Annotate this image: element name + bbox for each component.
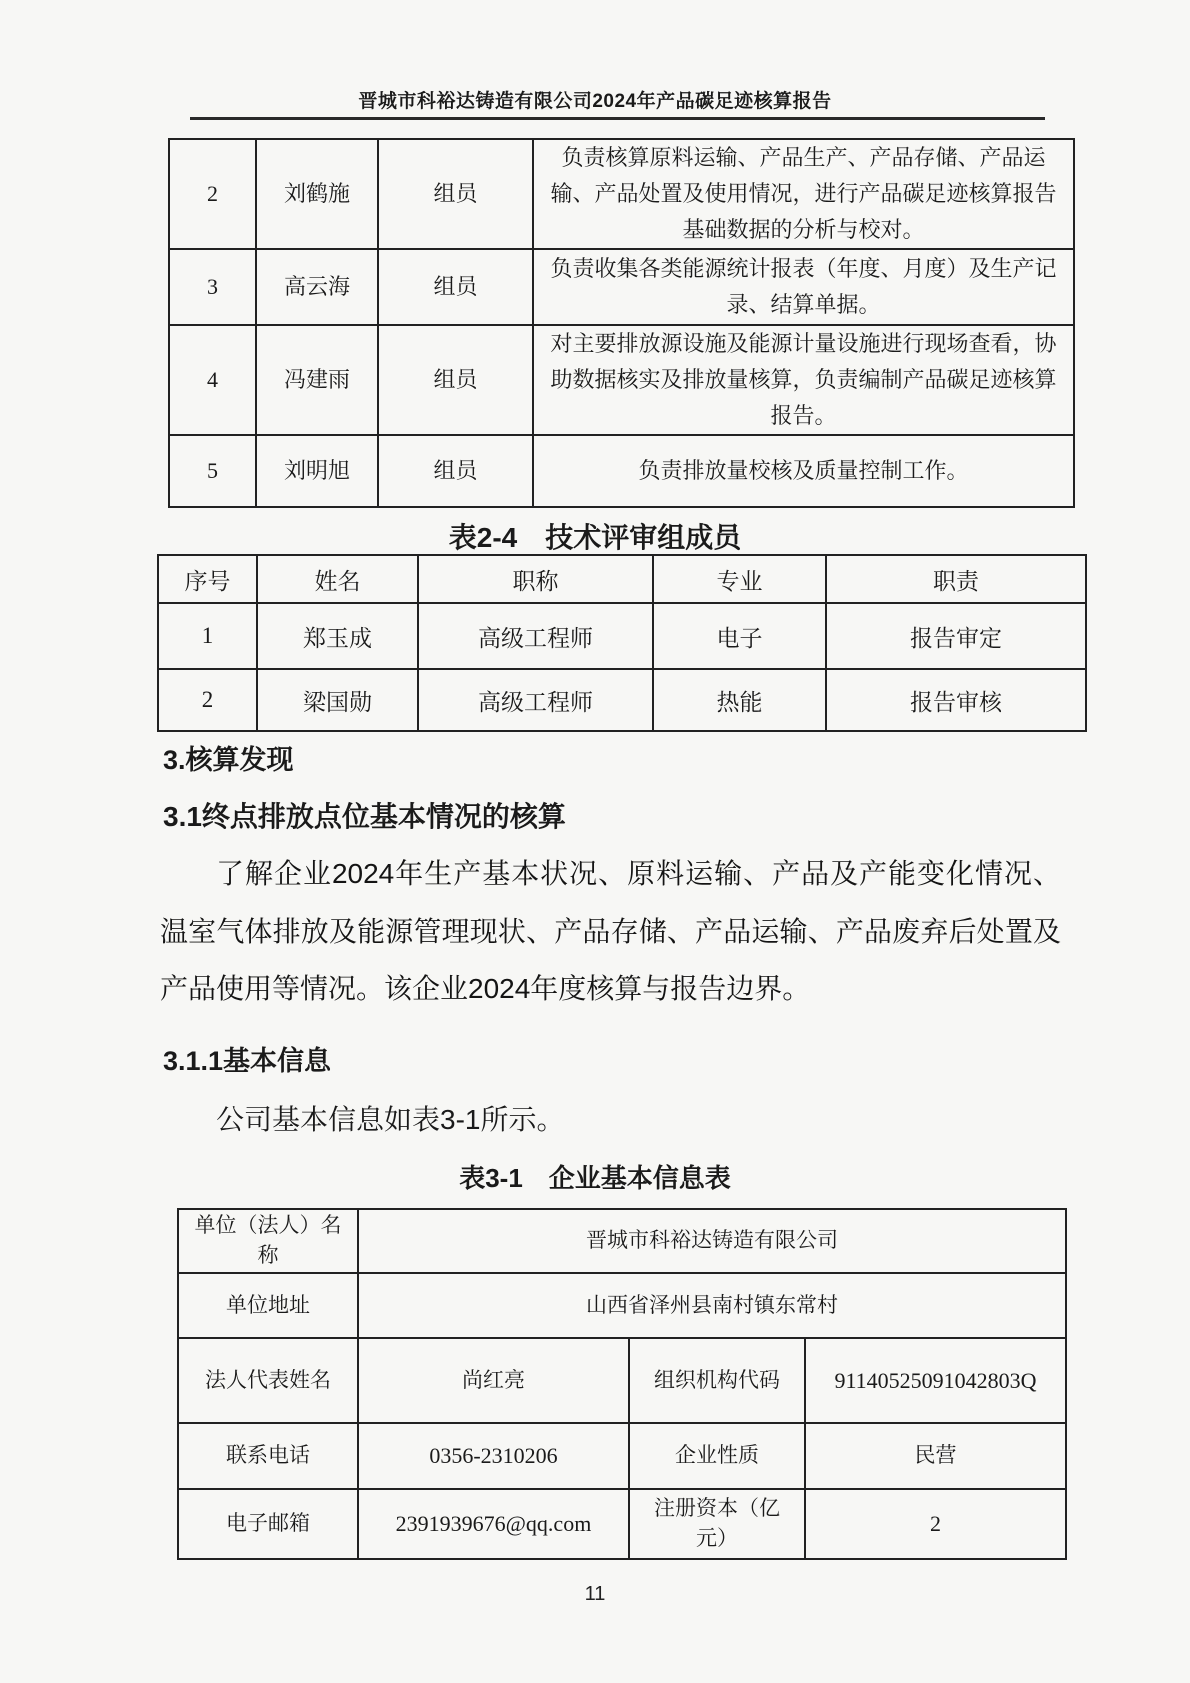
section-3-1-paragraph: 了解企业2024年生产基本状况、原料运输、产品及产能变化情况、温室气体排放及能源管理现状、产品存储、产品运输、产品废弃后处置及产品使用等情况。该企业2024年度核算与报告边界。 [160,858,1061,1004]
seq-cell: 2 [158,669,257,731]
section-3-1-1-paragraph: 公司基本信息如表3-1所示。 [216,1104,565,1135]
value-cell: 山西省泽州县南村镇东常村 [358,1273,1066,1338]
name-cell: 冯建雨 [256,325,378,435]
duty-cell: 负责收集各类能源统计报表（年度、月度）及生产记录、结算单据。 [533,249,1074,325]
duty-cell: 负责核算原料运输、产品生产、产品存储、产品运输、产品处置及使用情况，进行产品碳足迹核算报告基础数据的分析与校对。 [533,139,1074,249]
table-row [178,1338,1066,1423]
seq-cell: 4 [169,325,256,435]
section-3-heading: 3.核算发现 [163,745,294,775]
name-cell: 高云海 [256,249,378,325]
value-cell: 2 [805,1489,1066,1559]
table-row [178,1423,1066,1489]
table-row [169,139,1074,249]
duty-cell: 负责排放量校核及质量控制工作。 [533,435,1074,507]
name-cell: 郑玉成 [257,603,418,669]
header-duty: 职责 [826,555,1086,603]
label-cell: 电子邮箱 [178,1489,358,1559]
major-cell: 电子 [653,603,826,669]
seq-cell: 5 [169,435,256,507]
label-cell: 联系电话 [178,1423,358,1489]
label-cell: 注册资本（亿元） [629,1489,805,1559]
table-row [169,435,1074,507]
name-cell: 刘鹤施 [256,139,378,249]
table-2-4-caption: 表2-4 技术评审组成员 [448,522,742,553]
role-cell: 组员 [378,435,533,507]
value-cell: 尚红亮 [358,1338,629,1423]
role-cell: 组员 [378,249,533,325]
title-cell: 高级工程师 [418,603,653,669]
title-cell: 高级工程师 [418,669,653,731]
label-cell: 企业性质 [629,1423,805,1489]
name-cell: 梁国勋 [257,669,418,731]
value-cell: 晋城市科裕达铸造有限公司 [358,1209,1066,1273]
seq-cell: 1 [158,603,257,669]
accounting-team-table-continued [168,138,1075,508]
value-cell: 2391939676@qq.com [358,1489,629,1559]
role-cell: 组员 [378,325,533,435]
value-cell: 0356-2310206 [358,1423,629,1489]
table-row [158,603,1086,669]
label-cell: 单位地址 [178,1273,358,1338]
role-cell: 组员 [378,139,533,249]
seq-cell: 3 [169,249,256,325]
value-cell: 民营 [805,1423,1066,1489]
table-row [169,325,1074,435]
section-3-1-heading: 3.1终点排放点位基本情况的核算 [163,801,566,832]
technical-review-team-table [157,554,1087,732]
duty-cell: 报告审核 [826,669,1086,731]
value-cell: 91140525091042803Q [805,1338,1066,1423]
duty-cell: 报告审定 [826,603,1086,669]
label-cell: 组织机构代码 [629,1338,805,1423]
table-3-1-caption: 表3-1 企业基本信息表 [459,1163,731,1193]
page-header-title: 晋城市科裕达铸造有限公司2024年产品碳足迹核算报告 [358,91,832,112]
table-row [178,1209,1066,1273]
section-3-1-1-heading: 3.1.1基本信息 [163,1046,332,1076]
duty-cell: 对主要排放源设施及能源计量设施进行现场查看，协助数据核实及排放量核算，负责编制产品碳足迹核算报告。 [533,325,1074,435]
header-seq: 序号 [158,555,257,603]
company-basic-info-table [177,1208,1067,1560]
table-row [169,249,1074,325]
table-header-row [158,555,1086,603]
table-row [178,1489,1066,1559]
table-row [158,669,1086,731]
header-divider [190,117,1045,120]
major-cell: 热能 [653,669,826,731]
page-number: 11 [584,1583,606,1605]
header-name: 姓名 [257,555,418,603]
table-row [178,1273,1066,1338]
label-cell: 法人代表姓名 [178,1338,358,1423]
seq-cell: 2 [169,139,256,249]
name-cell: 刘明旭 [256,435,378,507]
header-title-col: 职称 [418,555,653,603]
label-cell: 单位（法人）名称 [178,1209,358,1273]
header-major: 专业 [653,555,826,603]
